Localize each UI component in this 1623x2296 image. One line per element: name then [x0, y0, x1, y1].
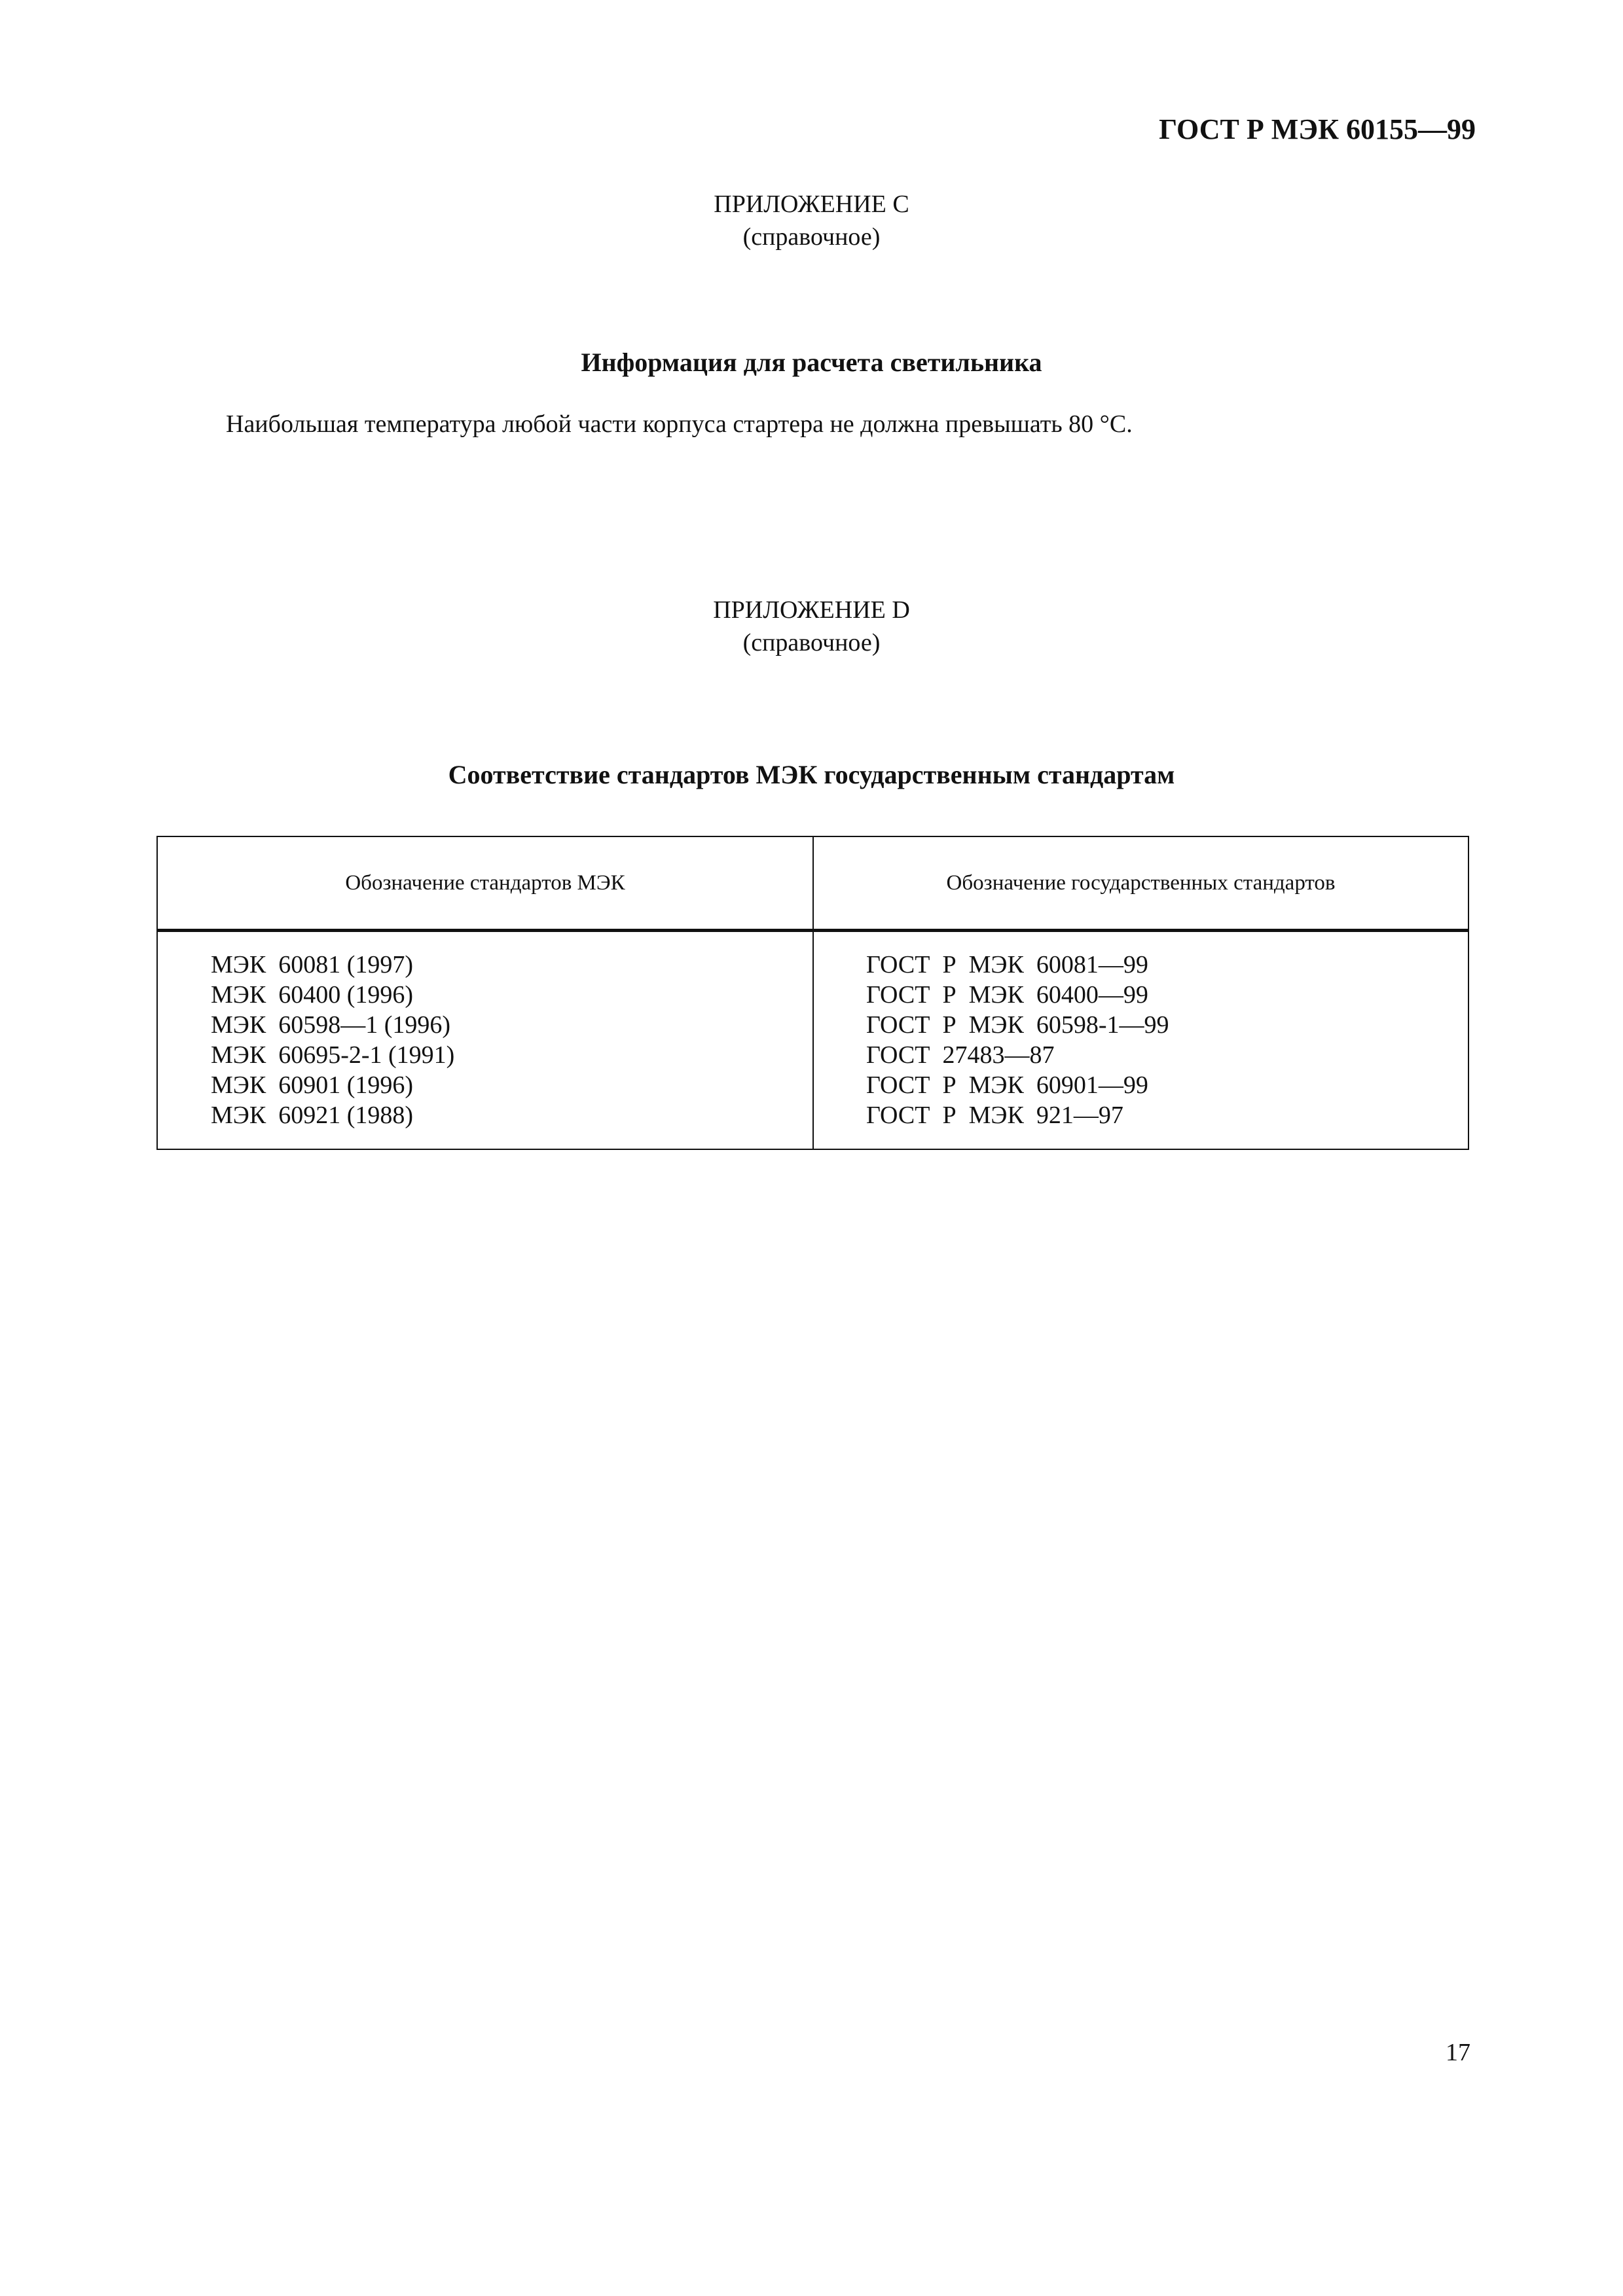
- table-cell-national: ГОСТ 27483—87: [866, 1041, 1055, 1069]
- table-cell-national: ГОСТ Р МЭК 60901—99: [866, 1071, 1148, 1099]
- table-cell-iec: МЭК 60400 (1996): [211, 981, 414, 1009]
- table-column-national: [866, 950, 1169, 1130]
- document-code: ГОСТ Р МЭК 60155—99: [1159, 113, 1476, 145]
- table-cell-iec: МЭК 60901 (1996): [211, 1071, 414, 1099]
- table-header-rule: [158, 929, 1468, 932]
- annex-c-title: ПРИЛОЖЕНИЕ С: [714, 190, 909, 218]
- annex-d-subtitle: (справочное): [742, 629, 881, 656]
- annex-c-paragraph: Наибольшая температура любой части корпуса стартера не должна превышать 80 °С.: [226, 410, 1133, 438]
- annex-d-title: ПРИЛОЖЕНИЕ D: [713, 596, 910, 624]
- table-cell-national: ГОСТ Р МЭК 60081—99: [866, 951, 1148, 978]
- table-cell-national: ГОСТ Р МЭК 60598-1—99: [866, 1011, 1169, 1039]
- table-column-iec: [211, 950, 454, 1130]
- table-cell-national: ГОСТ Р МЭК 921—97: [866, 1102, 1123, 1129]
- table-cell-iec: МЭК 60598—1 (1996): [211, 1011, 451, 1039]
- annex-d-heading: Соответствие стандартов МЭК государственным стандартам: [448, 760, 1175, 789]
- annex-c-heading: Информация для расчета светильника: [581, 348, 1042, 377]
- table-header-national: Обозначение государственных стандартов: [946, 871, 1336, 895]
- table-cell-national: ГОСТ Р МЭК 60400—99: [866, 981, 1148, 1009]
- table-cell-iec: МЭК 60081 (1997): [211, 951, 414, 978]
- table-cell-iec: МЭК 60921 (1988): [211, 1102, 414, 1129]
- page-number: 17: [1446, 2039, 1470, 2066]
- standards-table: [156, 836, 1469, 1150]
- annex-c-subtitle: (справочное): [742, 223, 881, 251]
- table-cell-iec: МЭК 60695-2-1 (1991): [211, 1041, 455, 1069]
- table-header-iec: Обозначение стандартов МЭК: [345, 871, 625, 895]
